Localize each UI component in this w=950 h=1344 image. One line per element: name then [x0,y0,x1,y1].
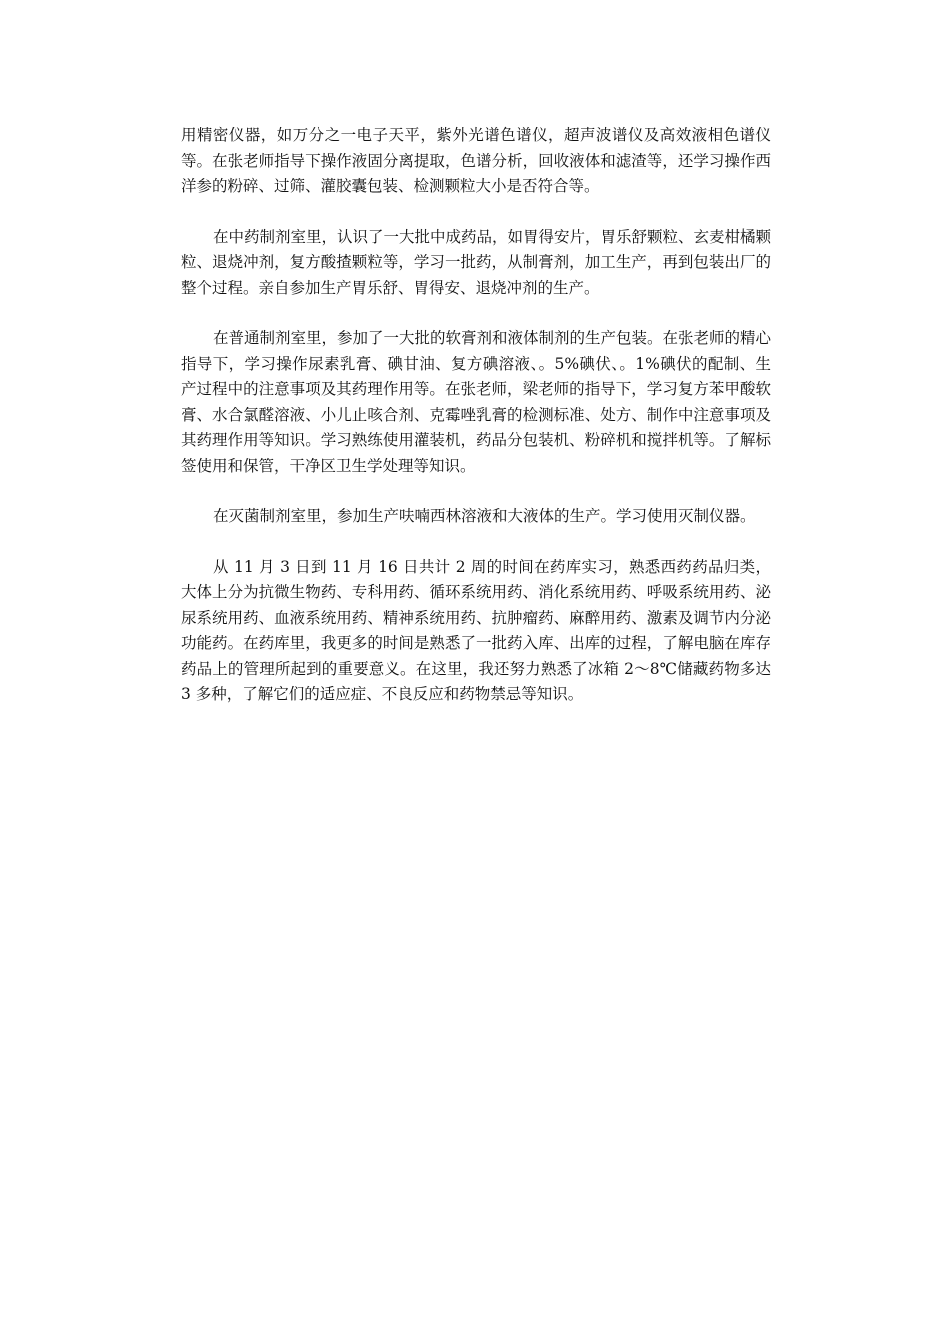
paragraph-continued: 用精密仪器，如万分之一电子天平，紫外光谱色谱仪，超声波谱仪及高效液相色谱仪等。在张老师指导下操作液固分离提取，色谱分析，回收液体和滤渣等，还学习操作西洋参的粉碎、过筛、灌胶囊包装、检测颗粒大小是否符合等。 [181,126,771,195]
paragraph-general-preparation-room: 在普通制剂室里，参加了一大批的软膏剂和液体制剂的生产包装。在张老师的精心指导下，学习操作尿素乳膏、碘甘油、复方碘溶液、。5%碘伏、。1%碘伏的配制、生产过程中的注意事项及其药理作用等。在张老师，梁老师的指导下，学习复方苯甲酸软膏、水合氯醛溶液、小儿止咳合剂、克霉唑乳膏的检测标准、处方、制作中注意事项及其药理作用等知识。学习熟练使用灌装机，药品分包装机、粉碎机和搅拌机等。了解标签使用和保管，干净区卫生学处理等知识。 [181,329,772,475]
paragraph-pharmacy-warehouse: 从 11 月 3 日到 11 月 16 日共计 2 周的时间在药库实习，熟悉西药药品归类，大体上分为抗微生物药、专科用药、循环系统用药、消化系统用药、呼吸系统用药、泌尿系统用药、血液系统用药、精神系统用药、抗肿瘤药、麻醉用药、激素及调节内分泌功能药。在药库里，我更多的时间是熟悉了一批药入库、出库的过程，了解电脑在库存药品上的管理所起到的重要意义。在这里，我还努力熟悉了冰箱 2～8℃储藏药物多达 3 多种，了解它们的适应症、不良反应和药物禁忌等知识。 [181,557,771,703]
paragraph-tcm-preparation-room: 在中药制剂室里，认识了一大批中成药品，如胃得安片，胃乐舒颗粒、玄麦柑橘颗粒、退烧冲剂，复方酸揸颗粒等，学习一批药，从制膏剂，加工生产，再到包装出厂的整个过程。亲自参加生产胃乐舒、胃得安、退烧冲剂的生产。 [181,227,772,297]
document-body [181,123,771,733]
paragraph-sterile-preparation-room: 在灭菌制剂室里，参加生产呋喃西林溶液和大液体的生产。学习使用灭制仪器。 [213,507,756,525]
